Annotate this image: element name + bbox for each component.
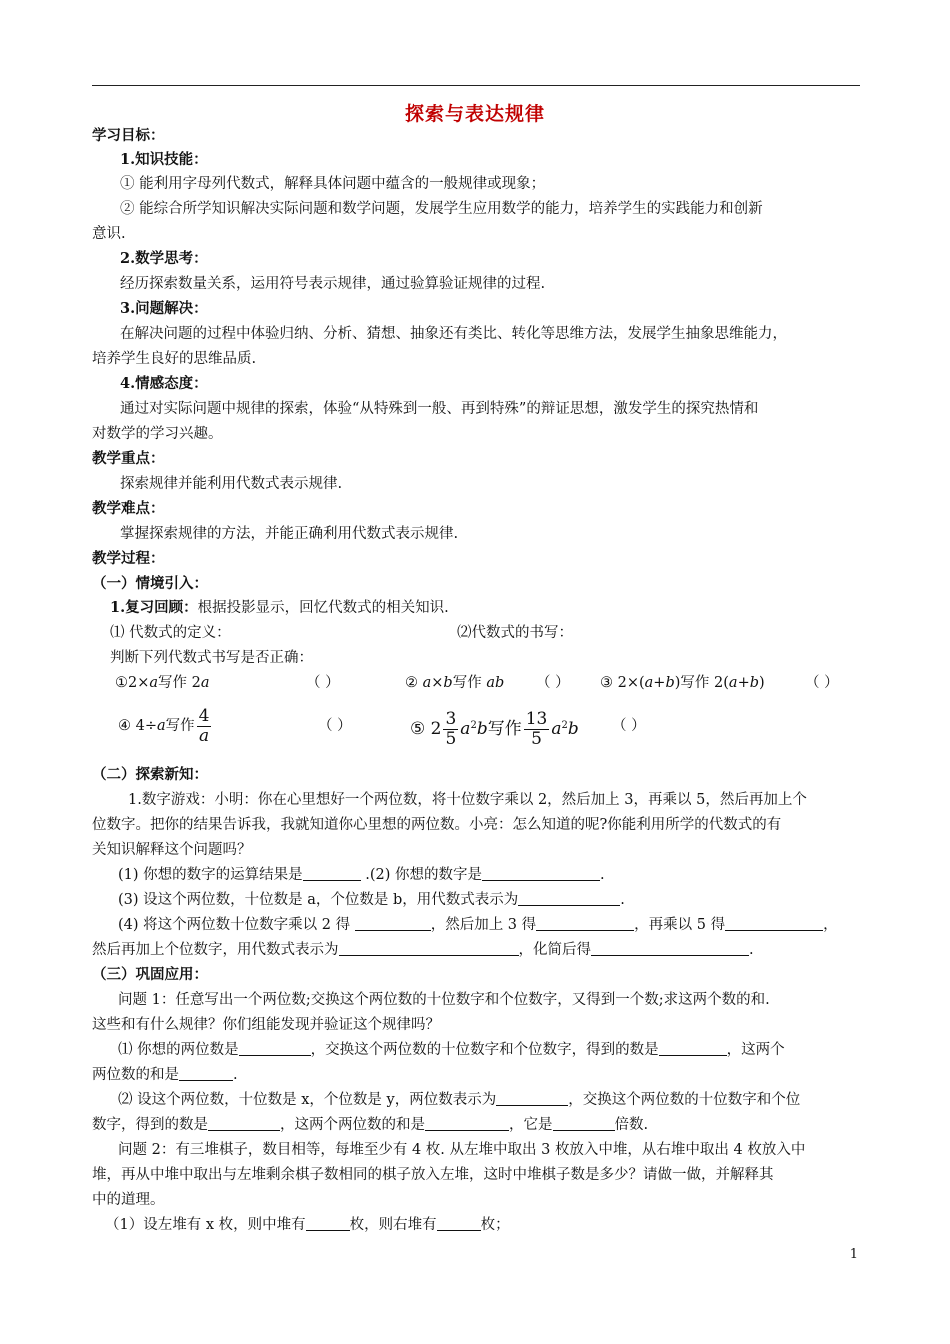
- problem2-q1: （1）设左堆有 x 枚，则中堆有 枚，则右堆有 枚；: [105, 1217, 510, 1233]
- key-point-text: 探索规律并能利用代数式表示规律.: [120, 476, 343, 492]
- game-text-cont2: 关知识解释这个问题吗？: [92, 842, 252, 858]
- fraction-4-over-a: $\frac{4}{a}$: [198, 705, 210, 746]
- answer-blank[interactable]: [239, 1040, 311, 1056]
- answer-blank[interactable]: [591, 940, 749, 956]
- document-title: 探索与表达规律: [404, 103, 545, 125]
- game-q1-q2: (1) 你想的数字的运算结果是 .(2) 你想的数字是 .: [118, 867, 605, 883]
- difficulty-heading: 教学难点：: [92, 500, 165, 517]
- section-attitude-heading: 4.情感态度：: [120, 375, 208, 392]
- answer-blank[interactable]: [659, 1040, 727, 1056]
- knowledge-item-2-cont: 意识.: [92, 226, 126, 242]
- problem1-q1-cont: 两位数的和是 .: [92, 1067, 238, 1083]
- fraction-3-over-5: $\frac{3}{5}$: [445, 709, 457, 750]
- writing-item: ⑵代数式的书写：: [457, 625, 573, 641]
- answer-blank[interactable]: [536, 915, 634, 931]
- answer-blank[interactable]: [425, 1115, 509, 1131]
- problem1-q1: ⑴ 你想的两位数是 ，交换这个两位数的十位数字和个位数字，得到的数是 ，这两个: [118, 1042, 785, 1058]
- review-label: 1.复习回顾：: [110, 599, 198, 616]
- game-q4-cont: 然后再加上个位数字，用代数式表示为 ，化简后得 .: [92, 942, 754, 958]
- part2-heading: （二）探索新知：: [92, 766, 208, 783]
- part1-heading: （一）情境引入：: [92, 575, 208, 592]
- answer-blank[interactable]: [303, 865, 361, 881]
- section-knowledge-heading: 1.知识技能：: [120, 151, 208, 168]
- judge-instruction: 判断下列代数式书写是否正确：: [110, 650, 313, 666]
- fraction-13-over-5: $\frac{13}{5}$: [525, 709, 548, 750]
- answer-blank[interactable]: [496, 1090, 568, 1106]
- review-line: [110, 598, 449, 618]
- problem2-text-cont1: 堆，再从中堆中取出与左堆剩余棋子数相同的棋子放入左堆，这时中堆棋子数是多少？请做一做，并解释其: [92, 1167, 774, 1183]
- part3-heading: （三）巩固应用：: [92, 966, 208, 983]
- answer-blank[interactable]: [355, 915, 431, 931]
- goals-heading: 学习目标：: [92, 127, 165, 144]
- judge-q1: ①2×a写作 2a: [115, 675, 210, 691]
- review-text: 根据投影显示，回忆代数式的相关知识.: [197, 600, 449, 616]
- header-rule: [92, 85, 860, 86]
- judge-q4: ④ 4÷a写作 $\frac{4}{a}$: [118, 705, 210, 746]
- answer-blank[interactable]: [339, 940, 519, 956]
- problem-text: 在解决问题的过程中体验归纳、分析、猜想、抽象还有类比、转化等思维方法，发展学生抽象思维能力，: [120, 326, 787, 342]
- problem1-q2: ⑵ 设这个两位数，十位数是 x，个位数是 y，两位数表示为 ，交换这个两位数的十位数字和个位: [118, 1092, 801, 1108]
- problem2-text: 问题 2：有三堆棋子，数目相等，每堆至少有 4 枚. 从左堆中取出 3 枚放入中堆，从右堆中取出 4 枚放入中: [118, 1142, 806, 1158]
- process-heading: 教学过程：: [92, 550, 165, 567]
- answer-blank[interactable]: [208, 1115, 280, 1131]
- problem1-text-cont: 这些和有什么规律？你们组能发现并验证这个规律吗？: [92, 1017, 440, 1033]
- game-text-cont1: 位数字。把你的结果告诉我，我就知道你心里想的两位数。小亮：怎么知道的呢?你能利用所学的代数式的有: [92, 817, 782, 833]
- judge-q1-paren: （ ）: [306, 675, 340, 691]
- problem-text-cont: 培养学生良好的思维品质.: [92, 351, 257, 367]
- problem2-text-cont2: 中的道理。: [92, 1192, 165, 1208]
- answer-blank[interactable]: [518, 890, 620, 906]
- knowledge-item-2: ② 能综合所学知识解决实际问题和数学问题，发展学生应用数学的能力，培养学生的实践能力和创新: [120, 201, 763, 217]
- judge-q2: ② a×b写作 ab: [405, 675, 505, 691]
- answer-blank[interactable]: [437, 1215, 481, 1231]
- answer-blank[interactable]: [306, 1215, 350, 1231]
- answer-blank[interactable]: [482, 865, 600, 881]
- game-text: 1.数字游戏：小明：你在心里想好一个两位数，将十位数字乘以 2，然后加上 3，再乘以 5，然后再加上个: [128, 792, 807, 808]
- section-thinking-heading: 2.数学思考：: [120, 250, 208, 267]
- key-point-heading: 教学重点：: [92, 450, 165, 467]
- game-q4: (4) 将这个两位数十位数字乘以 2 得 ，然后加上 3 得 ，再乘以 5 得 ，: [118, 917, 838, 933]
- attitude-text: 通过对实际问题中规律的探索，体验“从特殊到一般、再到特殊”的辩证思想，激发学生的探究热情和: [120, 401, 759, 417]
- judge-q2-paren: （ ）: [536, 675, 570, 691]
- judge-q5-paren: （ ）: [612, 718, 646, 734]
- judge-q5: ⑤ 2 $\frac{3}{5}$ $a^2b$写作 $\frac{13}{5}$ $a^2b$: [410, 709, 579, 750]
- difficulty-text: 掌握探索规律的方法，并能正确利用代数式表示规律.: [120, 526, 459, 542]
- judge-q3-paren: （ ）: [805, 675, 839, 691]
- section-problem-heading: 3.问题解决：: [120, 300, 208, 317]
- definition-item: ⑴ 代数式的定义：: [110, 625, 231, 641]
- judge-q3: ③ 2×(a+b)写作 2(a+b): [600, 675, 765, 691]
- answer-blank[interactable]: [553, 1115, 615, 1131]
- answer-blank[interactable]: [725, 915, 823, 931]
- judge-q4-paren: （ ）: [318, 718, 352, 734]
- game-q3: (3) 设这个两位数，十位数是 a，个位数是 b，用代数式表示为 .: [118, 892, 625, 908]
- attitude-text-cont: 对数学的学习兴趣。: [92, 426, 223, 442]
- thinking-text: 经历探索数量关系，运用符号表示规律，通过验算验证规律的过程.: [120, 276, 546, 292]
- page-number: 1: [849, 1247, 858, 1262]
- answer-blank[interactable]: [179, 1065, 233, 1081]
- knowledge-item-1: ① 能利用字母列代数式，解释具体问题中蕴含的一般规律或现象；: [120, 176, 546, 192]
- problem1-q2-cont: 数字，得到的数是 ，这两个两位数的和是 ，它是 倍数.: [92, 1117, 649, 1133]
- problem1-text: 问题 1：任意写出一个两位数;交换这个两位数的十位数字和个位数字，又得到一个数;求这两个数的和.: [118, 992, 770, 1008]
